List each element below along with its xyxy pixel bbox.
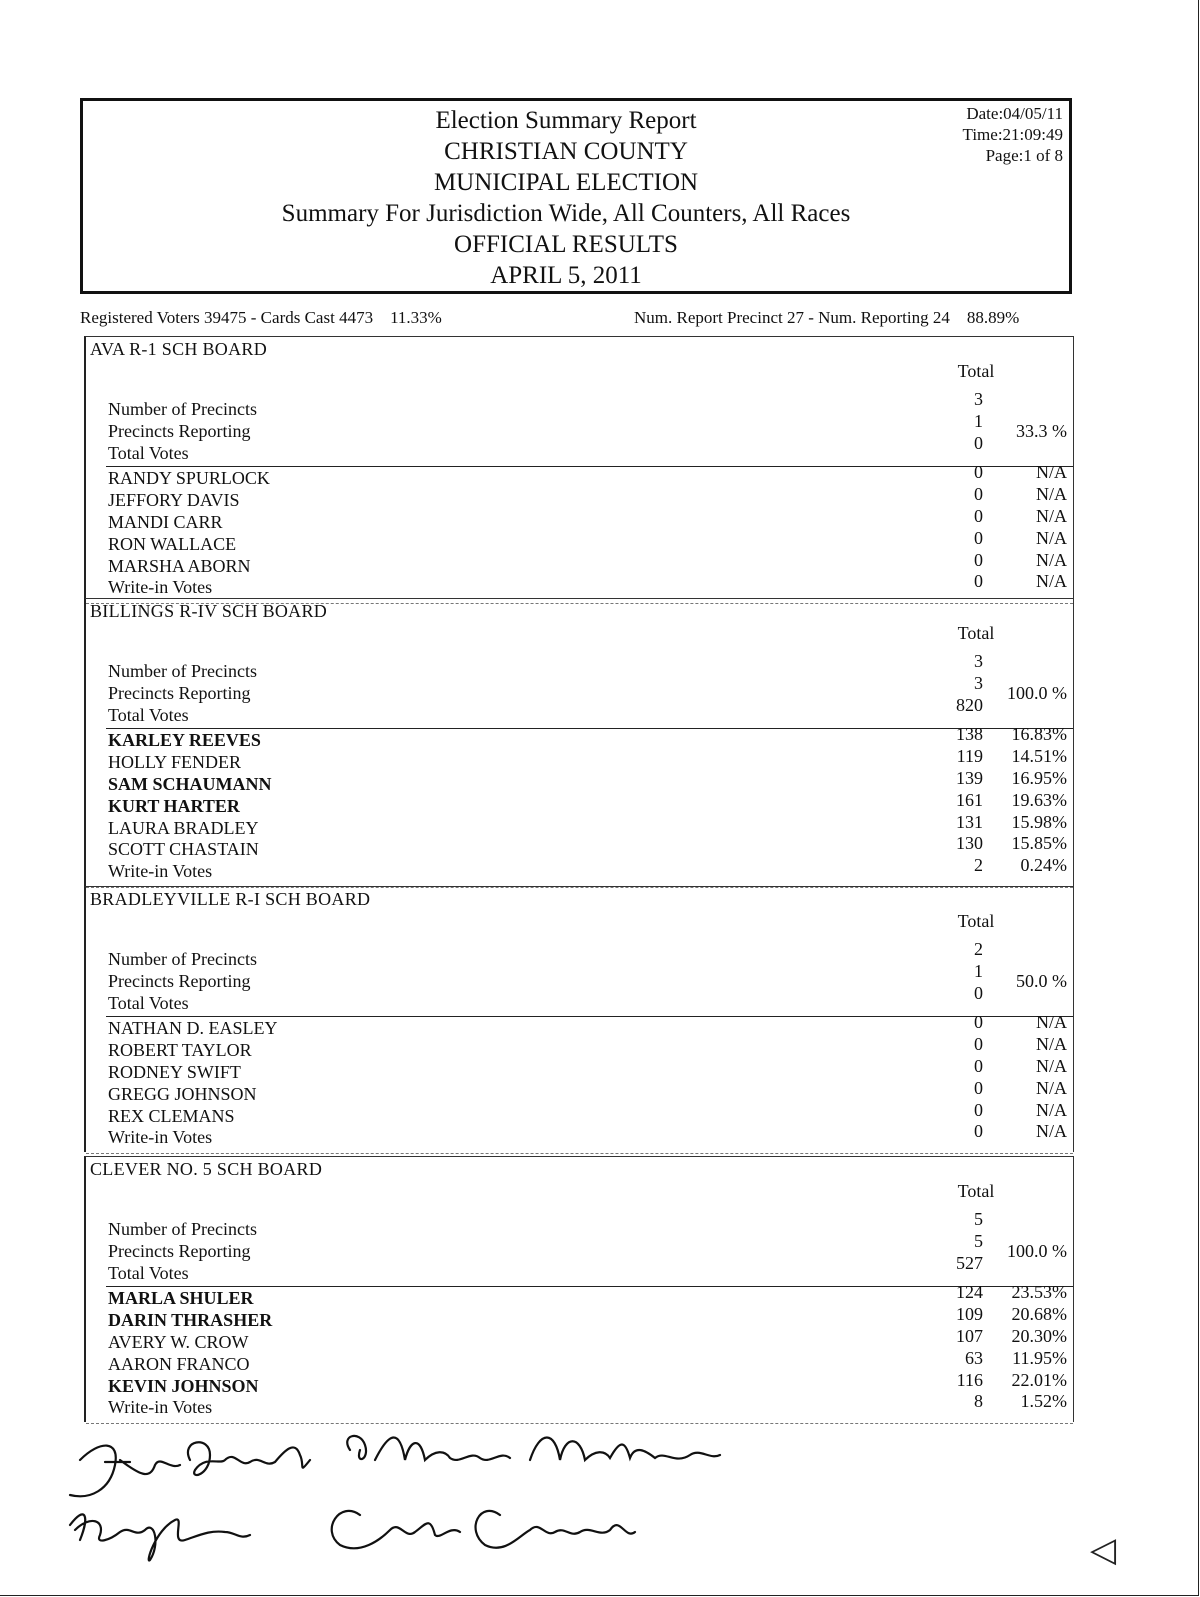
- corner-mark-icon: ◁: [1090, 1532, 1117, 1569]
- candidate-votes: 0: [974, 1077, 983, 1098]
- candidate-separator: [106, 1286, 1073, 1287]
- stat-row-precincts-reporting: [86, 1230, 1073, 1263]
- candidate-name: Write-in Votes: [108, 577, 213, 598]
- section-bottom-rule: [86, 1153, 1073, 1154]
- header-line-scope: Summary For Jurisdiction Wide, All Counters, All Races: [281, 200, 851, 227]
- candidate-name: Write-in Votes: [108, 861, 213, 882]
- candidate-name: JEFFORY DAVIS: [108, 490, 240, 511]
- stat-row-precincts-reporting: [86, 960, 1073, 993]
- signatures: [60, 1420, 820, 1570]
- candidate-row: [86, 1121, 1073, 1149]
- header-title-block: [83, 105, 1069, 291]
- candidate-row: [86, 1282, 1073, 1310]
- candidate-row: [86, 506, 1073, 534]
- candidate-name: KURT HARTER: [108, 795, 240, 816]
- header-line-county: CHRISTIAN COUNTY: [444, 138, 688, 165]
- candidate-votes: 0: [974, 549, 983, 570]
- candidate-row: [86, 724, 1073, 752]
- candidate-percent: 19.63%: [1011, 789, 1067, 810]
- candidate-name: KARLEY REEVES: [108, 730, 261, 751]
- candidate-row: [86, 1391, 1073, 1419]
- candidate-name: AVERY W. CROW: [108, 1332, 249, 1352]
- candidate-name: RANDY SPURLOCK: [108, 468, 270, 489]
- candidate-name: MARSHA ABORN: [108, 555, 251, 576]
- candidate-name: RON WALLACE: [108, 533, 237, 554]
- stat-row-total-votes: [86, 982, 1073, 1015]
- candidate-votes: 109: [956, 1304, 983, 1325]
- candidate-votes: 139: [956, 768, 983, 788]
- header-line-status: OFFICIAL RESULTS: [454, 231, 678, 258]
- stat-row-total-votes: [86, 432, 1073, 465]
- candidate-votes: 0: [974, 1034, 983, 1055]
- stat-row-precincts-reporting: [86, 410, 1073, 443]
- candidate-percent: N/A: [1036, 549, 1067, 570]
- candidate-row: [86, 1326, 1073, 1354]
- candidate-votes: 107: [956, 1326, 983, 1346]
- stat-value: 2: [974, 939, 983, 959]
- candidate-percent: N/A: [1036, 1077, 1067, 1098]
- stat-value: 0: [974, 982, 983, 1003]
- stat-row-total-votes: [86, 694, 1073, 727]
- candidate-separator: [106, 1016, 1073, 1017]
- race-section: [84, 336, 1074, 602]
- candidate-name: SCOTT CHASTAIN: [108, 839, 259, 860]
- candidate-percent: N/A: [1036, 484, 1067, 505]
- report-time: Time:21:09:49: [962, 125, 1063, 144]
- candidate-votes: 0: [974, 462, 983, 483]
- candidate-percent: 15.85%: [1011, 833, 1067, 854]
- candidate-row: [86, 1304, 1073, 1332]
- candidate-name: RODNEY SWIFT: [108, 1062, 241, 1082]
- candidate-separator: [106, 466, 1073, 467]
- candidate-percent: N/A: [1036, 1034, 1067, 1055]
- stat-row-number-of-precincts: [86, 389, 1073, 421]
- precinct-reporting-summary: Num. Report Precinct 27 - Num. Reporting 24 88.89%: [634, 308, 1020, 327]
- candidate-name: REX CLEMANS: [108, 1105, 235, 1126]
- signature-2: [347, 1436, 720, 1460]
- report-header: [80, 98, 1072, 294]
- candidate-row: [86, 1347, 1073, 1376]
- stat-label: Precincts Reporting: [108, 1240, 251, 1261]
- signature-3: [70, 1514, 250, 1560]
- candidate-percent: N/A: [1036, 1121, 1067, 1142]
- candidate-votes: 119: [956, 746, 983, 767]
- stat-value: 1: [974, 410, 983, 431]
- total-column-header: Total: [957, 623, 995, 643]
- candidate-votes: 138: [956, 724, 983, 745]
- reporting-percent: 100.0 %: [1007, 682, 1067, 703]
- candidate-row: [86, 1369, 1073, 1398]
- candidate-row: [86, 833, 1073, 861]
- candidate-votes: 124: [956, 1282, 983, 1303]
- header-line-report-title: Election Summary Report: [435, 107, 697, 134]
- candidate-name: KEVIN JOHNSON: [108, 1375, 259, 1396]
- candidate-votes: 0: [974, 571, 983, 592]
- stat-row-number-of-precincts: [86, 939, 1073, 971]
- stat-label: Total Votes: [108, 1262, 189, 1283]
- candidate-separator: [106, 728, 1073, 729]
- candidate-row: [86, 1012, 1073, 1040]
- candidate-votes: 8: [974, 1391, 983, 1412]
- candidate-percent: N/A: [1036, 1056, 1067, 1076]
- stat-row-number-of-precincts: [86, 651, 1073, 683]
- stat-label: Number of Precincts: [108, 661, 257, 681]
- race-title: AVA R-1 SCH BOARD: [90, 339, 267, 359]
- race-title: BILLINGS R-IV SCH BOARD: [90, 601, 328, 621]
- candidate-votes: 0: [974, 527, 983, 548]
- header-line-election: MUNICIPAL ELECTION: [433, 169, 699, 196]
- stat-label: Total Votes: [108, 442, 189, 463]
- stat-value: 0: [974, 432, 983, 453]
- candidate-percent: 16.95%: [1011, 768, 1067, 788]
- stat-label: Number of Precincts: [108, 949, 257, 969]
- signature-4: [332, 1511, 635, 1548]
- candidate-row: [86, 746, 1073, 774]
- candidate-percent: 20.68%: [1011, 1304, 1067, 1325]
- candidate-votes: 2: [974, 855, 983, 876]
- candidate-votes: 0: [974, 1012, 983, 1033]
- total-column-header: Total: [957, 911, 995, 931]
- candidate-percent: N/A: [1036, 1012, 1067, 1033]
- candidate-percent: 16.83%: [1011, 724, 1067, 745]
- candidate-votes: 0: [974, 506, 983, 526]
- report-date: Date:04/05/11: [966, 104, 1063, 123]
- total-column-header: Total: [957, 361, 995, 381]
- candidate-row: [86, 1099, 1073, 1128]
- candidate-name: Write-in Votes: [108, 1397, 213, 1418]
- candidate-votes: 116: [956, 1369, 983, 1390]
- stat-value: 1: [974, 960, 983, 981]
- stat-value: 527: [956, 1252, 983, 1273]
- candidate-percent: 15.98%: [1011, 811, 1067, 832]
- candidate-name: MANDI CARR: [108, 512, 223, 532]
- reporting-percent: 50.0 %: [1016, 970, 1067, 991]
- race-title: CLEVER NO. 5 SCH BOARD: [90, 1159, 323, 1179]
- stat-label: Number of Precincts: [108, 1219, 257, 1239]
- candidate-name: SAM SCHAUMANN: [108, 774, 272, 794]
- stat-label: Total Votes: [108, 704, 189, 725]
- candidate-name: AARON FRANCO: [108, 1353, 250, 1374]
- candidate-row: [86, 549, 1073, 578]
- stat-label: Precincts Reporting: [108, 420, 251, 441]
- candidate-name: HOLLY FENDER: [108, 752, 242, 773]
- candidate-name: DARIN THRASHER: [108, 1310, 273, 1331]
- candidate-row: [86, 462, 1073, 490]
- candidate-votes: 63: [965, 1347, 983, 1368]
- report-meta: [963, 103, 1063, 166]
- candidate-row: [86, 768, 1073, 796]
- stat-row-total-votes: [86, 1252, 1073, 1285]
- stat-row-precincts-reporting: [86, 672, 1073, 705]
- total-column-header: Total: [957, 1181, 995, 1201]
- candidate-row: [86, 571, 1073, 599]
- candidate-percent: 1.52%: [1020, 1391, 1067, 1412]
- reporting-percent: 100.0 %: [1007, 1240, 1067, 1261]
- candidate-percent: 14.51%: [1011, 746, 1067, 767]
- candidate-percent: N/A: [1036, 527, 1067, 548]
- report-page: Page:1 of 8: [985, 146, 1063, 165]
- candidate-row: [86, 811, 1073, 840]
- candidate-percent: 22.01%: [1011, 1369, 1067, 1390]
- stat-value: 5: [974, 1209, 983, 1229]
- candidate-votes: 0: [974, 484, 983, 505]
- candidate-percent: 0.24%: [1020, 855, 1067, 876]
- stat-row-number-of-precincts: [86, 1209, 1073, 1241]
- stat-value: 3: [974, 672, 983, 693]
- stat-label: Precincts Reporting: [108, 970, 251, 991]
- race-title: BRADLEYVILLE R-I SCH BOARD: [90, 889, 371, 909]
- race-section: [84, 598, 1074, 886]
- candidate-name: Write-in Votes: [108, 1127, 213, 1148]
- stat-value: 820: [956, 694, 983, 715]
- candidate-name: LAURA BRADLEY: [108, 817, 259, 838]
- signature-1: [70, 1442, 310, 1496]
- candidate-row: [86, 855, 1073, 883]
- registered-voters-summary: Registered Voters 39475 - Cards Cast 4473 11.33%: [80, 308, 442, 327]
- stat-label: Precincts Reporting: [108, 682, 251, 703]
- candidate-row: [86, 1034, 1073, 1062]
- header-line-date: APRIL 5, 2011: [490, 262, 642, 289]
- candidate-name: NATHAN D. EASLEY: [108, 1018, 278, 1039]
- candidate-votes: 0: [974, 1121, 983, 1142]
- candidate-name: MARLA SHULER: [108, 1288, 254, 1309]
- candidate-row: [86, 1056, 1073, 1084]
- stat-value: 3: [974, 389, 983, 409]
- candidate-percent: 23.53%: [1011, 1282, 1067, 1303]
- candidate-votes: 0: [974, 1099, 983, 1120]
- candidate-row: [86, 484, 1073, 512]
- reporting-percent: 33.3 %: [1016, 420, 1067, 441]
- stat-value: 3: [974, 651, 983, 671]
- candidate-votes: 161: [956, 789, 983, 810]
- candidate-percent: 20.30%: [1011, 1326, 1067, 1346]
- candidate-votes: 0: [974, 1056, 983, 1076]
- candidate-percent: N/A: [1036, 571, 1067, 592]
- stat-label: Total Votes: [108, 992, 189, 1013]
- candidate-percent: N/A: [1036, 462, 1067, 483]
- candidate-votes: 131: [956, 811, 983, 832]
- candidate-row: [86, 789, 1073, 818]
- candidate-votes: 130: [956, 833, 983, 854]
- candidate-name: GREGG JOHNSON: [108, 1083, 257, 1104]
- stat-label: Number of Precincts: [108, 399, 257, 419]
- candidate-percent: N/A: [1036, 506, 1067, 526]
- candidate-row: [86, 1077, 1073, 1106]
- candidate-name: ROBERT TAYLOR: [108, 1040, 252, 1061]
- candidate-percent: 11.95%: [1012, 1347, 1067, 1368]
- race-section: [84, 886, 1074, 1152]
- race-section: [84, 1156, 1074, 1422]
- candidate-row: [86, 527, 1073, 556]
- candidate-percent: N/A: [1036, 1099, 1067, 1120]
- stat-value: 5: [974, 1230, 983, 1251]
